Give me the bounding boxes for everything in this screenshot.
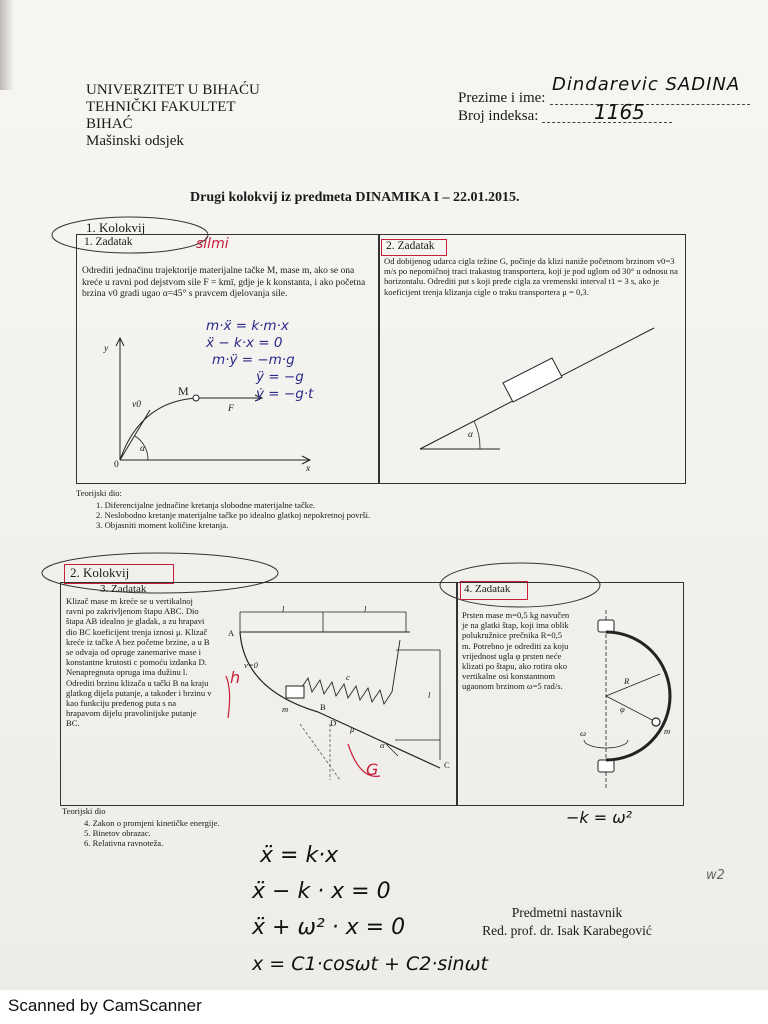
task3-label-l1: l [282, 604, 285, 614]
task3-label-g: G [366, 760, 379, 779]
task4-text: Prsten mase m=0,5 kg navučen je na glatki štap, koji ima oblik polukružnice prečnika R=0,5 m. Potrebno je odrediti za koju vrijednost ugla φ prsten neće klizati po štapu, ako rotira oko vertikalne osi konstantnom ugaonom brzinom ω=5 rad/s. [462, 610, 570, 692]
task3-label-l3: l [428, 690, 431, 700]
task1-v0-label: v0 [132, 400, 141, 410]
task3-label-c-spring: c [346, 672, 350, 682]
task1-hw-line4: ÿ = −g [256, 369, 304, 385]
s2-hw-line4: x = C1·cosωt + C2·sinωt [252, 953, 488, 975]
task3-label-c: C [444, 760, 450, 770]
task3-label-mu: μ [350, 724, 355, 734]
task1-alpha-label: α [140, 444, 145, 454]
task2-heading: 2. Zadatak [386, 240, 435, 252]
task3-label-d: D [330, 718, 337, 728]
task1-point-label: M [178, 384, 189, 398]
task4-label-omega: ω [580, 728, 587, 738]
task1-handwritten-note: silmi [196, 236, 229, 252]
task1-force-label: F [228, 404, 234, 414]
theory1-item1: 1. Diferencijalne jednačine kretanja slobodne materijalne tačke. [96, 500, 316, 510]
task4-label-r: R [624, 676, 630, 686]
theory2-label: Teorijski dio [62, 806, 106, 816]
section2-handwriting [252, 838, 488, 982]
theory2-item5: 5. Binetov obrazac. [84, 828, 151, 839]
index-label: Broj indeksa: [458, 108, 539, 124]
theory1-item2: 2. Neslobodno kretanje materijalne tačke po idealno glatkoj nepokretnoj površi. [96, 510, 371, 521]
kolokvij1-label: 1. Kolokvij [86, 220, 146, 235]
theory1-item3: 3. Objasniti moment količine kretanja. [96, 520, 229, 531]
name-label: Prezime i ime: [458, 90, 546, 106]
task3-label-a: A [228, 628, 235, 638]
s2-hw-line2: ẍ − k · x = 0 [252, 879, 391, 904]
signature-block [462, 904, 672, 940]
signature-name: Red. prof. dr. Isak Karabegović [482, 923, 652, 938]
task3-heading: 3. Zadatak [100, 583, 147, 595]
task1-x-label: x [306, 464, 311, 474]
theory2-item4: 4. Zakon o promjeni kinetičke energije. [84, 818, 220, 828]
exam-title: Drugi kolokvij iz predmeta DINAMIKA I – 22.01.2015. [190, 190, 520, 205]
task3-label-v0: v=0 [244, 660, 258, 670]
task3-label-alpha: α [380, 740, 385, 750]
camscanner-footer [0, 990, 768, 1024]
task3-label-l2: l [364, 604, 367, 614]
task1-hw-line1: m·ẍ = k·m·x [206, 318, 289, 334]
task3-label-h: h [230, 668, 241, 687]
kolokvij2-label: 2. Kolokvij [70, 565, 130, 580]
signature-role: Predmetni nastavnik [511, 905, 623, 920]
task1-hw-line3: m·ÿ = −m·g [212, 352, 295, 368]
camscanner-label: Scanned by CamScanner [8, 996, 202, 1015]
task1-text: Odrediti jednačinu trajektorije materijalne tačke M, mase m, ako se ona kreće u ravni pod dejstvom sile F = kmī, gdje je k konstanta, i ako početna brzina v0 gradi ugao α=45° s pravcem djelovanja sile. [82, 266, 366, 299]
task1-hw-line2: ẍ − k·x = 0 [206, 335, 283, 351]
task1-origin-label: 0 [114, 460, 119, 470]
theory2-list [84, 818, 220, 849]
task3-text: Klizač mase m kreće se u vertikalnoj ravni po zakrivljenom štapu ABC. Dio štapa AB idealno je gladak, a zu hrapavi dio BC koeficijent trenja iznosi μ. Klizač kreće iz tačke A bez početne brzine, a u B se odvaja od opruge zanemarive mase i konstantne krutosti c pomoću izdanka D. Nenapregnuta opruga ima dužinu l. Odrediti brzinu klizača u tački B na kraju glatkog dijela putanje, a također i brzinu v kao funkciju pređenog puta s na hrapavom dijelu pravolinijske putanje BC. [66, 596, 212, 729]
theory1-label: Teorijski dio: [76, 488, 122, 498]
task4-handwriting: −k = ω² [566, 808, 633, 827]
city-name: BIHAĆ [86, 116, 133, 132]
task4-label-m: m [664, 726, 671, 736]
task1-heading: 1. Zadatak [84, 236, 133, 248]
task3-label-b: B [320, 702, 326, 712]
task1-y-label: y [104, 344, 109, 354]
theory2-item6: 6. Relativna ravnoteža. [84, 838, 164, 849]
index-handwriting: 1165 [594, 100, 645, 124]
department-name: Mašinski odsjek [86, 133, 184, 149]
task3-label-m: m [282, 704, 289, 714]
semicircle-rod [606, 632, 670, 760]
ring [652, 718, 660, 726]
margin-note: w2 [706, 868, 725, 883]
faculty-name: TEHNIČKI FAKULTET [86, 99, 236, 115]
task2-text: Od dobijenog udarca cigla težine G, počinje da klizi naniže početnom brzinom v0=3 m/s po nepomičnoj traci trakastog transportera, koji je pod uglom od 30° u odnosu na horizontalu. Odrediti put s koji pređe cigla za vremenski interval t1 = 3 s, ako je koeficijent trenja klizanja cigle o traku transportera μ = 0,3. [384, 256, 678, 297]
task2-alpha-label: α [468, 430, 473, 440]
university-name: UNIVERZITET U BIHAĆU [86, 82, 260, 98]
task4-heading: 4. Zadatak [464, 583, 511, 595]
task1-hw-line5: ẏ = −g·t [256, 386, 314, 402]
s2-hw-line3: ẍ + ω² · x = 0 [252, 915, 406, 940]
task4-label-phi: φ [620, 704, 625, 714]
name-handwriting: Dindarevic SADINA [552, 74, 741, 95]
s2-hw-line1: ẍ = k·x [260, 843, 339, 868]
